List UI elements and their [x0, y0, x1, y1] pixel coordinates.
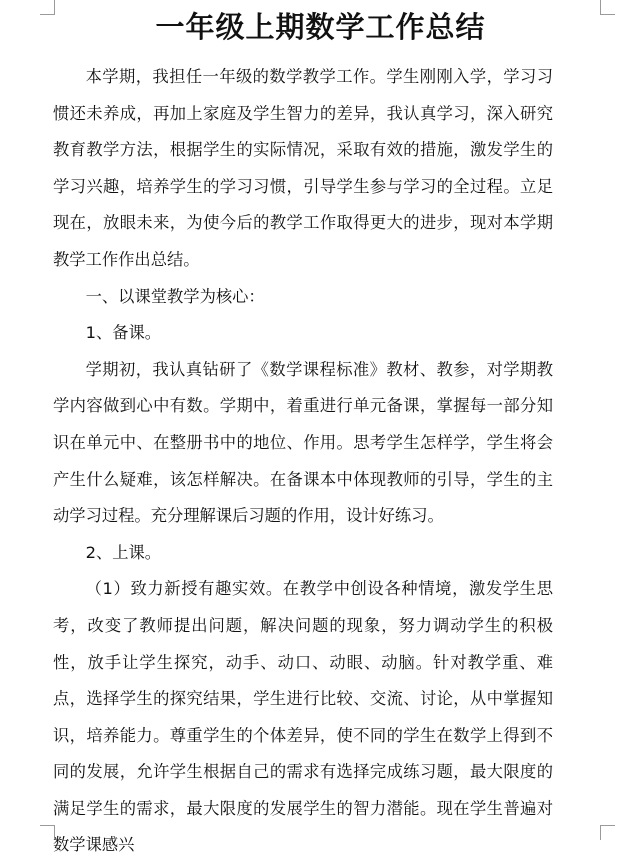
document-title: 一年级上期数学工作总结	[155, 10, 486, 44]
heading-section-1: 一、以课堂教学为核心：	[85, 286, 265, 306]
paragraph-intro: 本学期，我担任一年级的数学教学工作。学生刚刚入学，学习习惯还未养成，再加上家庭及学生智力的差异，我认真学习，深入研究教育教学方法，根据学生的实际情况，采取有效的措施，激发学生的学习兴趣，培养学生的学习习惯，引导学生参与学习的全过程。立足现在，放眼未来，为使今后的教学工作取得更大的进步，现对本学期教学工作作出总结。	[53, 67, 553, 269]
paragraph-lesson-prep: 学期初，我认真钻研了《数学课程标准》教材、教参，对学期教学内容做到心中有数。学期中，着重进行单元备课，掌握每一部分知识在单元中、在整册书中的地位、作用。思考学生怎样学，学生将会产生什么疑难，该怎样解决。在备课本中体现教师的引导，学生的主动学习过程。充分理解课后习题的作用，设计好练习。	[53, 359, 553, 526]
heading-lesson-prep: 1、备课。	[85, 323, 162, 343]
page-corner-mark	[600, 825, 615, 840]
heading-teaching: 2、上课。	[85, 542, 162, 562]
document-body	[53, 59, 553, 854]
paragraph-teaching: （1）致力新授有趣实效。在教学中创设各种情境，激发学生思考，改变了教师提出问题，解决问题的现象，努力调动学生的积极性，放手让学生探究，动手、动口、动眼、动脑。针对教学重、难点，选择学生的探究结果，学生进行比较、交流、讨论，从中掌握知识，培养能力。尊重学生的个体差异，使不同的学生在数学上得到不同的发展，允许学生根据自己的需求有选择完成练习题，最大限度的满足学生的需求，最大限度的发展学生的智力潜能。现在学生普遍对数学课感兴	[53, 579, 553, 854]
